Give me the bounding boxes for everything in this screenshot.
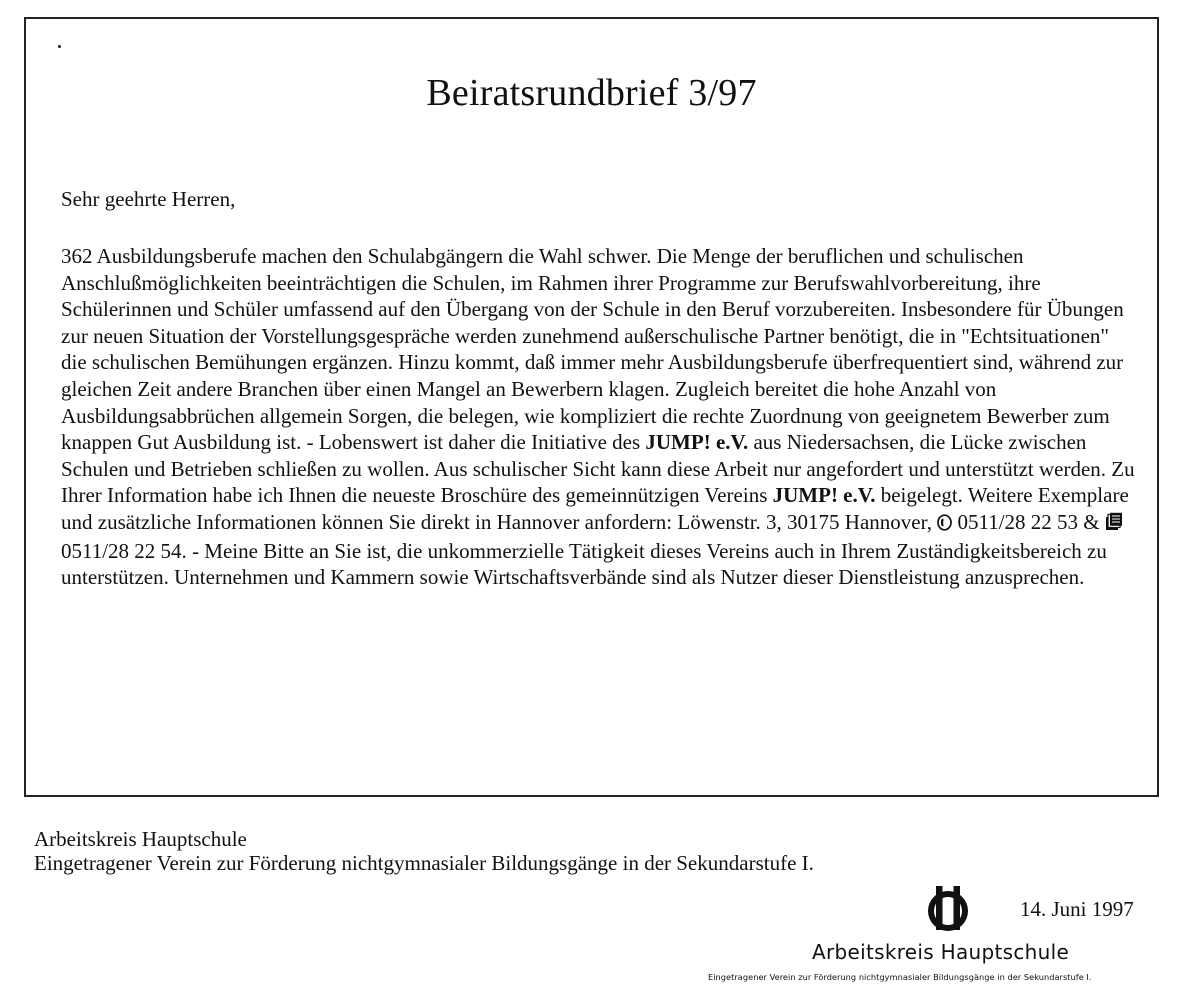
letter-date: 14. Juni 1997 bbox=[1020, 897, 1134, 921]
hauptschule-logo-icon bbox=[922, 884, 974, 932]
scan-speck bbox=[58, 45, 61, 48]
footer-org-description: Eingetragener Verein zur Förderung nichtgymnasialer Bildungsgänge in der Sekundarstufe I. bbox=[34, 851, 814, 875]
footer-organization bbox=[34, 827, 814, 875]
footer-org-name: Arbeitskreis Hauptschule bbox=[34, 827, 247, 851]
fax-icon bbox=[1105, 511, 1123, 538]
org-name-jump-1: JUMP! e.V. bbox=[645, 430, 749, 455]
logo-org-name: Arbeitskreis Hauptschule bbox=[812, 940, 1070, 964]
body-part-3: beigelegt. Weitere Exemplare und zusätzliche Informationen können Sie direkt in Hannover anfordern: Löwenstr. 3, 30175 Hannover, bbox=[61, 483, 1129, 534]
body-part-2: aus Niedersachsen, die Lücke zwischen Schulen und Betrieben schließen zu wollen. Aus schulischer Sicht kann diese Arbeit nur angefordert und unterstützt werden. Zu Ihrer Information habe ich Ihnen die neueste Broschüre des gemeinnützigen Vereins bbox=[61, 430, 1135, 508]
fax-number: 0511/28 22 54. bbox=[61, 538, 187, 563]
phone-number: 0511/28 22 53 & bbox=[957, 509, 1100, 534]
body-part-1: 362 Ausbildungsberufe machen den Schulabgängern die Wahl schwer. Die Menge der beruflichen und schulischen Anschlußmöglichkeiten beeinträchtigen die Schulen, im Rahmen ihrer Programme zur Berufswahlvorbereitung, ihre Schülerinnen und Schüler umfassend auf den Übergang von der Schule in den Beruf vorzubereiten. Insbesondere für Übungen zur neuen Situation der Vorstellungsgespräche werden zunehmend außerschulische Partner benötigt, die in "Echtsituationen" die schulischen Bemühungen ergänzen. Hinzu kommt, daß immer mehr Ausbildungsberufe überfrequentiert sind, während zur gleichen Zeit andere Branchen über einen Mangel an Bewerbern klagen. Zugleich bereitet die hohe Anzahl von Ausbildungsabbrüchen allgemein Sorgen, die belegen, wie kompliziert die rechte Zuordnung von geeignetem Bewerber zum knappen Gut Ausbildung ist. - Lobenswert ist daher die Initiative des bbox=[61, 244, 1124, 455]
telephone-icon bbox=[937, 511, 952, 538]
letter-body bbox=[61, 243, 1136, 591]
letter-frame bbox=[24, 17, 1159, 797]
salutation: Sehr geehrte Herren, bbox=[61, 187, 236, 211]
logo-org-description: Eingetragener Verein zur Förderung nichtgymnasialer Bildungsgänge in der Sekundarstufe I. bbox=[708, 972, 1092, 982]
org-name-jump-2: JUMP! e.V. bbox=[772, 483, 876, 508]
body-part-4: - Meine Bitte an Sie ist, die unkommerzielle Tätigkeit dieses Vereins auch in Ihrem Zuständigkeitsbereich zu unterstützen. Unternehmen und Kammern sowie Wirtschaftsverbände sind als Nutzer dieser Dienstleistung anzusprechen. bbox=[61, 538, 1107, 590]
letter-title: Beiratsrundbrief 3/97 bbox=[426, 72, 757, 114]
